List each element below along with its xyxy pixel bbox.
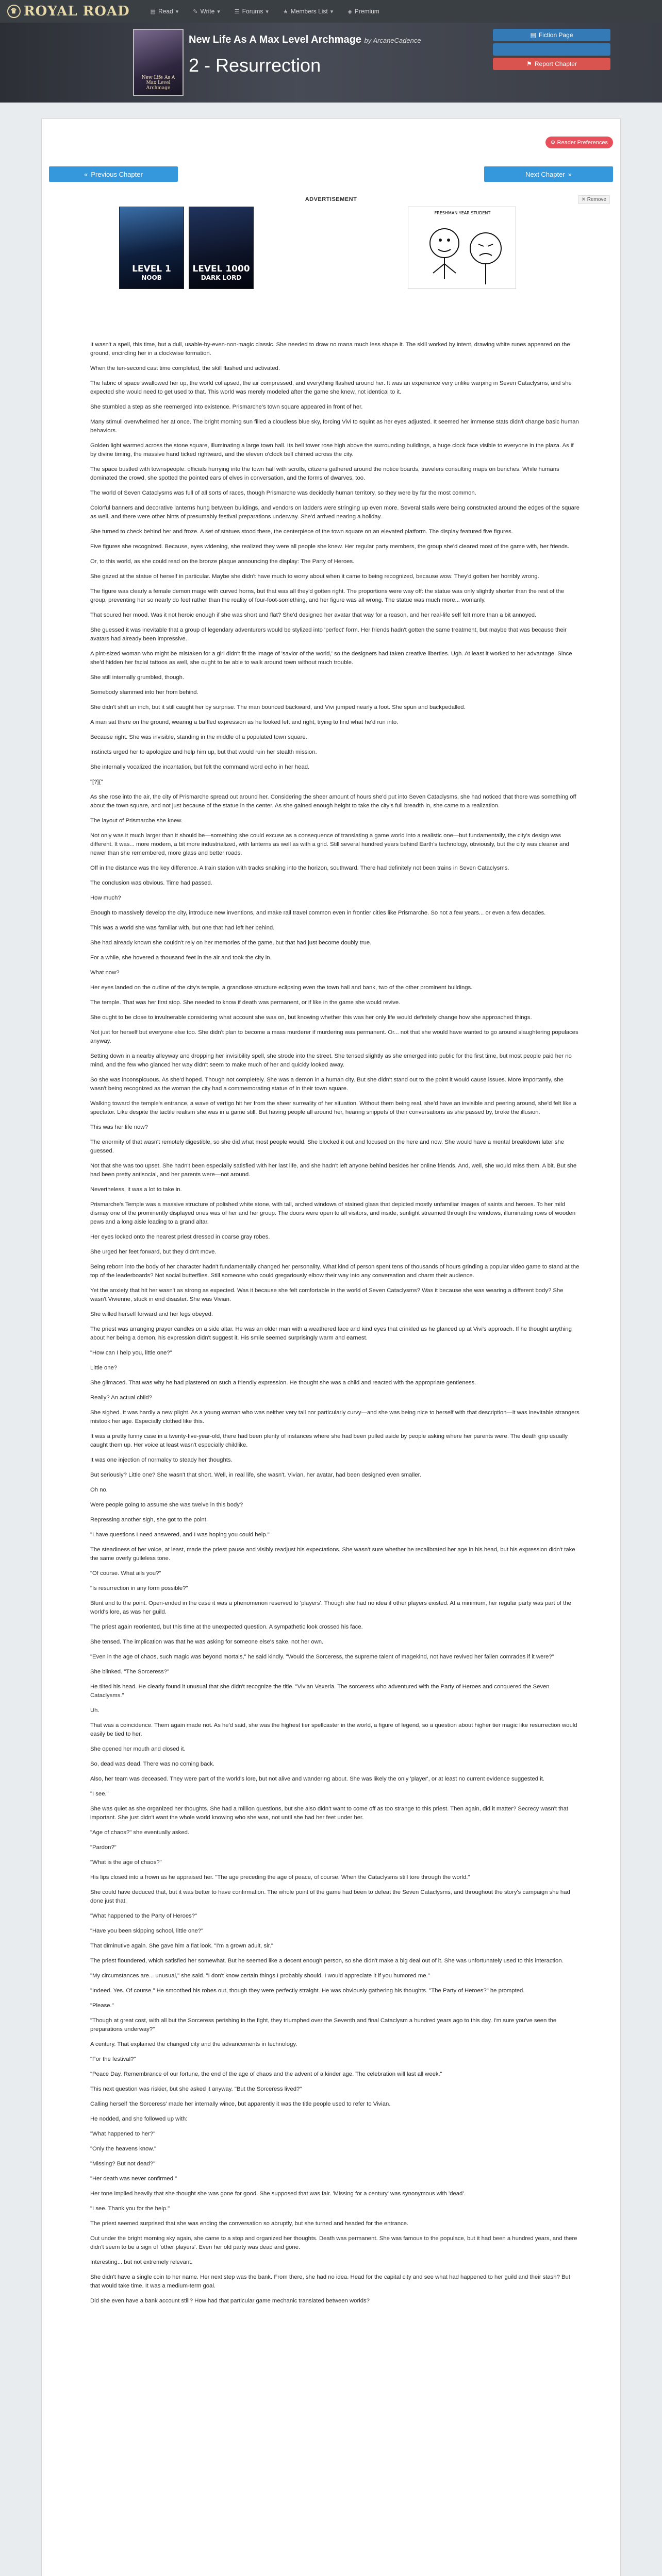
forum-icon: ☰ bbox=[234, 8, 240, 15]
chapter-paragraph: A man sat there on the ground, wearing a baffled expression as he looked left and right, trying to find what he'd run into. bbox=[90, 719, 399, 725]
chapter-paragraph: Really? An actual child? bbox=[90, 1395, 152, 1401]
chapter-paragraph: This was a world she was familiar with, but one that had left her behind. bbox=[90, 925, 275, 931]
previous-chapter-button[interactable] bbox=[49, 166, 178, 182]
nav-write[interactable] bbox=[193, 8, 220, 15]
crown-icon: ♛ bbox=[7, 5, 21, 18]
chapter-paragraph: Little one? bbox=[90, 1365, 118, 1371]
gift-icon: ◈ bbox=[347, 8, 352, 15]
chapter-paragraph: Uh. bbox=[90, 1707, 100, 1714]
ad-meme-image[interactable] bbox=[408, 207, 516, 289]
chapter-paragraph: She gazed at the statue of herself in particular. Maybe she didn't have much to worry about when it came to being recognized, because wow. They'd gotten her horribly wrong. bbox=[90, 573, 539, 580]
chapter-paragraph: The priest was arranging prayer candles on a side altar. He was an older man with a weathered face and kind eyes that crinkled as he glanced up at Vivi's approach. If he thought anything about her being a demon, his expression didn't suggest it. His smile seemed surprisingly warm and earnest. bbox=[90, 1326, 572, 1341]
chapter-paragraph: She sighed. It was hardly a new plight. As a young woman who was neither very tall nor particularly curvy—and she was being nice to herself with that description—it was inevitable strangers mistook her age. Especially clothed like this. bbox=[90, 1410, 580, 1425]
chapter-paragraph: "Have you been skipping school, little one?" bbox=[90, 1928, 204, 1934]
chapter-paragraph: Her eyes landed on the outline of the city's temple, a grandiose structure eclipsing even the town hall and bank, two of the other prominent buildings. bbox=[90, 985, 473, 991]
chapter-paragraph: It was one injection of normalcy to steady her thoughts. bbox=[90, 1457, 233, 1463]
nav-label: Read bbox=[158, 8, 173, 15]
nav-forums[interactable] bbox=[235, 8, 269, 15]
chapter-paragraph: Golden light warmed across the stone square, illuminating a large town hall. Its bell tower rose high above the surrounding buildings, a huge clock face visible to everyone in the plaza. As if by divine timing, the massive hand ticked rightward, and the eleven o'clock bell chimed across the city. bbox=[90, 443, 574, 457]
author-link[interactable]: by ArcaneCadence bbox=[364, 37, 421, 44]
chapter-paragraph: The conclusion was obvious. Time had passed. bbox=[90, 880, 212, 886]
chapter-paragraph: The fabric of space swallowed her up, the world collapsed, the air compressed, and everything flashed around her. It was an experience very unlike warping in Seven Cataclysms, and she expected she would need to get used to that. This world was merely modeled after the game she knew, not identical to it. bbox=[90, 380, 572, 395]
chevron-down-icon: ▾ bbox=[217, 8, 220, 15]
chapter-paragraph: Five figures she recognized. Because, eyes widening, she realized they were all people she knew. Her regular party members, the group she'd cleared most of the game with, her friends. bbox=[90, 544, 569, 550]
chapter-paragraph: A century. That explained the changed city and the advancements in technology. bbox=[90, 2041, 297, 2047]
chapter-title: 2 - Resurrection bbox=[189, 55, 321, 76]
chapter-paragraph: Yet the anxiety that hit her wasn't as strong as expected. Was it because she felt comfortable in the world of Seven Cataclysms? Was it because she was wearing a different body? She wasn't Vivienne, stuck in end disaster. She was Vivian. bbox=[90, 1287, 564, 1302]
chapter-paragraph: A pint-sized woman who might be mistaken for a girl didn't fit the image of 'savior of the world,' so the designers had taken creative liberties. Ugh. At least it worked to her advantage. Since she'd hidden her facial tattoos as well, she ought to be able to walk around town without much trouble. bbox=[90, 651, 572, 666]
remove-ad-button[interactable] bbox=[578, 195, 610, 204]
ad-text: NOOB bbox=[141, 274, 162, 281]
chapter-paragraph: Walking toward the temple's entrance, a wave of vertigo hit her from the sheer surreality of her situation. Without them being real, she'd have an invisible and peering around, she'd felt like a spectator. Like despite the tactile realism she was in a game still. But having people all around her, hearing snippets of their conversations as she passed by, broke the illusion. bbox=[90, 1100, 576, 1115]
chapter-paragraph: "What happened to her?" bbox=[90, 2131, 156, 2137]
chapter-paragraph: The priest seemed surprised that she was ending the conversation so abruptly, but she turned and headed for the entrance. bbox=[90, 2221, 409, 2227]
ad-text: LEVEL 1000 bbox=[192, 264, 250, 274]
chevron-right-icon: » bbox=[568, 170, 572, 178]
chapter-paragraph: Not that she was too upset. She hadn't been especially satisfied with her last life, and she hadn't left anyone behind besides her online friends. And, well, she would miss them. A bit. But she had been pretty antisocial, and her parents were—not around. bbox=[90, 1163, 577, 1178]
chapter-paragraph: This was her life now? bbox=[90, 1124, 148, 1130]
chapter-paragraph: Oh no. bbox=[90, 1487, 108, 1493]
chapter-paragraph: It was a pretty funny case in a twenty-five-year-old, there had been plenty of instances where she had been pulled aside by people asking where her parents were. The death grip usually caught them up. Her voice at least wasn't especially childlike. bbox=[90, 1433, 568, 1448]
chapter-paragraph: "I see." bbox=[90, 1791, 109, 1797]
logo-text: ROYAL ROAD bbox=[24, 4, 130, 19]
fiction-title[interactable] bbox=[189, 34, 421, 46]
chapter-paragraph: That was a coincidence. Them again made not. As he'd said, she was the highest tier spellcaster in the world, a figure of legend, so a question about higher tier magic like resurrection would easily be tied to her. bbox=[90, 1722, 577, 1737]
chapter-paragraph: How much? bbox=[90, 895, 121, 901]
chapter-header bbox=[0, 23, 662, 103]
chapter-paragraph: She internally vocalized the incantation, but felt the command word echo in her head. bbox=[90, 764, 310, 770]
chapter-paragraph: When the ten-second cast time completed, the skill flashed and activated. bbox=[90, 365, 280, 371]
chapter-paragraph: She opened her mouth and closed it. bbox=[90, 1746, 186, 1752]
chapter-paragraph: She willed herself forward and her legs obeyed. bbox=[90, 1311, 213, 1317]
reader-preferences-button[interactable] bbox=[545, 137, 613, 148]
chapter-paragraph: "For the festival?" bbox=[90, 2056, 136, 2062]
chapter-paragraph: Calling herself 'the Sorceress' made her internally wince, but apparently it was the title people used to refer to Vivian. bbox=[90, 2101, 391, 2107]
chapter-paragraph: Did she even have a bank account still? How had that particular game mechanic translated between worlds? bbox=[90, 2298, 370, 2304]
chapter-paragraph: Her eyes locked onto the nearest priest dressed in coarse gray robes. bbox=[90, 1234, 270, 1240]
chapter-paragraph: Nevertheless, it was a lot to take in. bbox=[90, 1187, 182, 1193]
chapter-paragraph: Being reborn into the body of her character hadn't fundamentally changed her personality. What kind of person spent tens of thousands of hours grinding a popular video game to stand at the top of the leaderboards? Not social butterflies. Still someone who could gregariously elbow their way into any conversation and charm their audience. bbox=[90, 1264, 580, 1279]
chapter-paragraph: The enormity of that wasn't remotely digestible, so she did what most people would. She blocked it out and focused on the here and now. She would have a mental breakdown later she guessed. bbox=[90, 1139, 565, 1154]
chapter-paragraph: "How can I help you, little one?" bbox=[90, 1350, 172, 1356]
pen-icon: ✎ bbox=[193, 8, 198, 15]
chapter-paragraph: Prismarche's Temple was a massive structure of polished white stone, with tall, arched windows of stained glass that depicted mostly unfamiliar images of saints and heroes. To her mild dismay one of the prominently displayed ones was of her and her group. The doors were open to all visitors, and inside, sunlight streamed through the windows, illuminating rows of wooden pews and a long aisle leading to a grand altar. bbox=[90, 1201, 576, 1225]
fiction-cover-image[interactable] bbox=[133, 29, 184, 96]
chapter-paragraph: That diminutive again. She gave him a flat look. "I'm a grown adult, sir." bbox=[90, 1943, 273, 1949]
top-navbar bbox=[0, 0, 662, 23]
chapter-paragraph: Out under the bright morning sky again, she came to a stop and organized her thoughts. Death was permanent. She was famous to the populace, but it had been a hundred years, and there didn't seem to be a sign of 'other players'. Even her old party was dead and gone. bbox=[90, 2235, 577, 2250]
chapter-paragraph: "Indeed. Yes. Of course." He smoothed his robes out, though they were perfectly straight. He was obviously gathering his thoughts. "The Party of Heroes?" he prompted. bbox=[90, 1988, 525, 1994]
chapter-paragraph: Instincts urged her to apologize and help him up, but that would ruin her stealth mission. bbox=[90, 749, 317, 755]
chapter-paragraph: Blunt and to the point. Open-ended in the case it was a phenomenon reserved to 'players'. Though she had no idea if other players existed. At a minimum, her regular party was part of the world's lore, as was her guild. bbox=[90, 1600, 571, 1615]
chapter-paragraph: Enough to massively develop the city, introduce new inventions, and make rail travel common even in frontier cities like Prismarche. So not a few years... or even a few decades. bbox=[90, 910, 546, 916]
chapter-paragraph: She urged her feet forward, but they didn't move. bbox=[90, 1249, 217, 1255]
button-label: Fiction Page bbox=[538, 31, 573, 39]
chapter-paragraph: It wasn't a spell, this time, but a dull, usable-by-even-non-magic classic. She needed to draw no mana much less shape it. The skill worked by intent, drawing white runes appeared on the ground, encircling her in a clockwise formation. bbox=[90, 342, 570, 357]
chapter-paragraph: The temple. That was her first stop. She needed to know if death was permanent, or if like in the game she would revive. bbox=[90, 999, 401, 1006]
ad-text: DARK LORD bbox=[201, 274, 242, 281]
chapter-paragraph: So, dead was dead. There was no coming back. bbox=[90, 1761, 214, 1767]
chapter-paragraph: She had already known she couldn't rely on her memories of the game, but that had just become doubly true. bbox=[90, 940, 372, 946]
ad-book-cover-level-1000[interactable] bbox=[189, 207, 254, 289]
chapter-paragraph: Off in the distance was the key difference. A train station with tracks snaking into the horizon, southward. There had definitely not been trains in Seven Cataclysms. bbox=[90, 865, 509, 871]
cover-title: New Life As A Max Level Archmage bbox=[141, 75, 175, 91]
chapter-paragraph: "Peace Day. Remembrance of our fortune, the end of the age of chaos and the advent of a kinder age. The celebration will last all week." bbox=[90, 2071, 442, 2077]
book-icon: ▤ bbox=[530, 31, 536, 39]
chapter-paragraph: "Age of chaos?" she eventually asked. bbox=[90, 1829, 190, 1836]
chevron-left-icon: « bbox=[84, 170, 88, 178]
chapter-paragraph: Interesting... but not extremely relevant. bbox=[90, 2259, 193, 2265]
close-icon: ✕ bbox=[581, 197, 587, 202]
chapter-paragraph: The layout of Prismarche she knew. bbox=[90, 818, 183, 824]
chapter-paragraph: "Please." bbox=[90, 2003, 114, 2009]
chapter-paragraph: "Though at great cost, with all but the Sorceress perishing in the fight, they triumphed over the Seventh and final Cataclysm a hundred years ago to this day. I'm sure you've seen the preparations underway?" bbox=[90, 2018, 557, 2032]
chapter-paragraph: The priest floundered, which satisfied her somewhat. But he seemed like a decent enough person, so she didn't make a big deal out of it. She was unfortunately used to this interaction. bbox=[90, 1958, 564, 1964]
chapter-paragraph: She guessed it was inevitable that a group of legendary adventurers would be stylized into 'perfect' form. Her friends hadn't gotten the same treatment, but maybe that was because their avatars had already been impressive. bbox=[90, 627, 567, 642]
chapter-paragraph: He tilted his head. He clearly found it unusual that she didn't recognize the title. "Vivian Vexeria. The sorceress who adventured with the Party of Heroes and conquered the Seven Cataclysms." bbox=[90, 1684, 550, 1699]
chapter-paragraph: She tensed. The implication was that he was asking for someone else's sake, not her own. bbox=[90, 1639, 324, 1645]
meme-caption: FRESHMAN YEAR STUDENT bbox=[434, 211, 491, 215]
nav-members[interactable] bbox=[283, 8, 333, 15]
chapter-paragraph: The priest again reoriented, but this time at the unexpected question. A sympathetic look crossed his face. bbox=[90, 1624, 363, 1630]
nav-label: Premium bbox=[354, 8, 379, 15]
report-chapter-button[interactable] bbox=[493, 58, 610, 70]
button-label: Reader Preferences bbox=[557, 140, 608, 146]
advertisement-top[interactable] bbox=[119, 207, 547, 335]
chapter-paragraph: "Is resurrection in any form possible?" bbox=[90, 1585, 188, 1591]
chapter-paragraph: Not only was it much larger than it should be—something she could excuse as a consequence of translating a game world into a realistic one—but fundamentally, the city's design was different. It was... more modern, a bit more industrialized, with lanterns as well as with a grid. Still several hundred years behind Earth's technology, obviously, but the city was cleaner and newer than she remembered, more glass and better roads. bbox=[90, 833, 569, 856]
chapter-paragraph: She glimaced. That was why he had plastered on such a friendly expression. He thought she was a child and reacted with the appropriate gentleness. bbox=[90, 1380, 476, 1386]
chapter-paragraph: "Her death was never confirmed." bbox=[90, 2176, 177, 2182]
nav-label: Write bbox=[200, 8, 215, 15]
chapter-paragraph: She stumbled a step as she reemerged into existence. Prismarche's town square appeared in front of her. bbox=[90, 404, 363, 410]
fiction-title-text: New Life As A Max Level Archmage bbox=[189, 34, 361, 45]
chapter-paragraph: She could have deduced that, but it was better to have confirmation. The whole point of the game had been to defeat the Seven Cataclysms, and throughout the story's campaign she had done just that. bbox=[90, 1889, 570, 1904]
button-label: Next Chapter bbox=[525, 170, 565, 178]
chapter-paragraph: "What happened to the Party of Heroes?" bbox=[90, 1913, 197, 1919]
chapter-paragraph: She didn't have a single coin to her name. Her next step was the bank. From there, she had no idea. Head for the capital city and see what had happened to her guild and their stash? But that would take time. It was a medium-term goal. bbox=[90, 2274, 570, 2289]
nav-label: Members List bbox=[290, 8, 328, 15]
button-label: Report Chapter bbox=[534, 60, 577, 67]
chapter-paragraph: Many stimuli overwhelmed her at once. The bright morning sun filled a cloudless blue sky, forcing Vivi to squint as her eyes adjusted. It seemed her immense stats didn't change basic human behaviors. bbox=[90, 419, 579, 434]
chapter-paragraph: That soured her mood. Was it not heroic enough if she was short and flat? She'd designed her avatar that way for a reason, and her real-life self felt more than a bit annoyed. bbox=[90, 612, 537, 618]
chapter-paragraph: But seriously? Little one? She wasn't that short. Well, in real life, she wasn't. Vivian, her avatar, had been designed even smaller. bbox=[90, 1472, 421, 1478]
button-label: Previous Chapter bbox=[91, 170, 143, 178]
chevron-down-icon: ▾ bbox=[175, 8, 179, 15]
chapter-paragraph: She didn't shift an inch, but it still caught her by surprise. The man bounced backward, and Vivi jumped nearly a foot. She spun and backpedalled. bbox=[90, 704, 466, 710]
chapter-paragraph: Or, to this world, as she could read on the bronze plaque announcing the display: The Party of Heroes. bbox=[90, 558, 355, 565]
chevron-down-icon: ▾ bbox=[266, 8, 269, 15]
chapter-paragraph: "I see. Thank you for the help." bbox=[90, 2206, 170, 2212]
chapter-paragraph: She still internally grumbled, though. bbox=[90, 674, 185, 681]
chapter-paragraph: "What is the age of chaos?" bbox=[90, 1859, 162, 1866]
chapter-paragraph: "I have questions I need answered, and I was hoping you could help." bbox=[90, 1532, 270, 1538]
chapter-paragraph: She turned to check behind her and froze. A set of statues stood there, the centerpiece of the town square on an elevated platform. The display featured five figures. bbox=[90, 529, 513, 535]
nav-premium[interactable] bbox=[347, 8, 379, 15]
chapter-paragraph: "Of course. What ails you?" bbox=[90, 1570, 161, 1577]
gear-icon: ⚙ bbox=[550, 140, 557, 146]
chapter-paragraph: What now? bbox=[90, 970, 120, 976]
nav-read[interactable] bbox=[151, 8, 179, 15]
ad-book-cover-level-1[interactable] bbox=[119, 207, 184, 289]
chapter-paragraph: "Only the heavens know." bbox=[90, 2146, 156, 2152]
next-chapter-button[interactable] bbox=[484, 166, 613, 182]
chapter-paragraph: She was quiet as she organized her thoughts. She had a million questions, but she also didn't want to come off as too strange to this priest. Then again, did it matter? Secrecy wasn't that important. She just didn't want the whole world knowing who she was, not until she had her feet under her. bbox=[90, 1806, 569, 1821]
chapter-paragraph: The world of Seven Cataclysms was full of all sorts of races, though Prismarche was decidedly human territory, so they were by far the most common. bbox=[90, 490, 476, 496]
chapter-paragraph: Were people going to assume she was twelve in this body? bbox=[90, 1502, 243, 1508]
chapter-paragraph: Not just for herself but everyone else too. She didn't plan to become a mass murderer if murdering was permanent. Or... not that she would have wanted to go around slaughtering populaces anyway. bbox=[90, 1029, 578, 1044]
chapter-paragraph: As she rose into the air, the city of Prismarche spread out around her. Considering the sheer amount of hours she'd put into Seven Cataclysms, she had noticed that there was something off about the town square, and not just because of the statue in the center. As she gained enough height to take the city's full breadth in, she came to a realization. bbox=[90, 794, 576, 809]
chapter-paragraph: So she was inconspicuous. As she'd hoped. Though not completely. She was a demon in a human city. But she didn't stand out to the point it would cause issues. More importantly, she wasn't being recognized as the woman the city had a commemorating statue of in their town square. bbox=[90, 1077, 564, 1092]
chapter-paragraph: Because right. She was invisible, standing in the middle of a populated town square. bbox=[90, 734, 307, 740]
royal-road-logo[interactable] bbox=[7, 4, 130, 19]
nav-label: Forums bbox=[242, 8, 263, 15]
chapter-paragraph: "Pardon?" bbox=[90, 1844, 117, 1851]
flag-icon: ⚑ bbox=[526, 60, 532, 67]
chapter-paragraph: She ought to be close to invulnerable considering what account she was on, but knowing whether this was her only life would definitely change how she approached things. bbox=[90, 1014, 532, 1021]
chapter-paragraph: The figure was clearly a female demon mage with curved horns, but that was all they'd gotten right. The proportions were way off: the statue was only slightly shorter than the rest of the group, preventing her so nearly do feet rather than the reality of four-foot-something, and her figure was all wrong. The statue was much more... womanly. bbox=[90, 588, 565, 603]
chapter-paragraph: His lips closed into a frown as he appraised her. "The age preceding the age of peace, of course. When the Cataclysms still tore through the world." bbox=[90, 1874, 470, 1880]
chevron-down-icon: ▾ bbox=[330, 8, 334, 15]
chapter-paragraph: "Even in the age of chaos, such magic was beyond mortals," he said kindly. "Would the Sorceress, the supreme talent of magekind, not have revived her fallen comrades if it were?" bbox=[90, 1654, 554, 1660]
ad-text: LEVEL 1 bbox=[132, 264, 171, 274]
book-icon: ▤ bbox=[150, 8, 156, 15]
chapter-paragraph: She blinked. "The Sorceress?" bbox=[90, 1669, 170, 1675]
chapter-paragraph: The steadiness of her voice, at least, made the priest pause and visibly readjust his expectations. She wasn't sure whether he recalibrated her age in his head, but his expression didn't take the same overly guileless tone. bbox=[90, 1547, 575, 1562]
chapter-paragraph: For a while, she hovered a thousand feet in the air and took the city in. bbox=[90, 955, 272, 961]
advertisement-label: ADVERTISEMENT bbox=[305, 196, 357, 202]
chapter-text bbox=[90, 341, 621, 2312]
chapter-paragraph: Repressing another sigh, she got to the point. bbox=[90, 1517, 208, 1523]
chapter-paragraph: Setting down in a nearby alleyway and dropping her invisibility spell, she strode into the street. She tensed slightly as she emerged into public for the first time, but most people paid her no mind, and the few who glanced her way didn't seem to make much of her and quickly looked away. bbox=[90, 1053, 572, 1068]
chapter-paragraph: "My circumstances are... unusual," she said. "I don't know certain things I probably should. I would appreciate it if you humored me." bbox=[90, 1973, 430, 1979]
chapter-paragraph: Her tone implied heavily that she thought she was gone for good. She supposed that was fair. 'Missing for a century' was synonymous with 'dead'. bbox=[90, 2191, 466, 2197]
meme-drawing bbox=[408, 207, 517, 290]
chapter-paragraph: Somebody slammed into her from behind. bbox=[90, 689, 198, 696]
button-label: Remove bbox=[587, 197, 606, 202]
blank-action-button[interactable] bbox=[493, 43, 610, 56]
chapter-paragraph: He nodded, and she followed up with: bbox=[90, 2116, 188, 2122]
chapter-paragraph: Also, her team was deceased. They were part of the world's lore, but not alive and wandering about. She was likely the only 'player', or at least no current evidence suggested it. bbox=[90, 1776, 545, 1782]
fiction-page-button[interactable] bbox=[493, 29, 610, 41]
chapter-paragraph: This next question was riskier, but she asked it anyway. "But the Sorceress lived?" bbox=[90, 2086, 302, 2092]
chapter-paragraph: "Missing? But not dead?" bbox=[90, 2161, 156, 2167]
chapter-paragraph: "[?]{" bbox=[90, 779, 103, 785]
chapter-paragraph: Colorful banners and decorative lanterns hung between buildings, and vendors on ladders were stringing up even more. Several stalls were being constructed around the edges of the square as well, and there were other hints of presumably festival preparations underway. She'd arrived nearing a holiday. bbox=[90, 505, 580, 520]
chapter-paragraph: The space bustled with townspeople: officials hurrying into the town hall with scrolls, citizens gathered around the notice boards, travelers consulting maps on benches. While humans dominated the crowd, she spotted the pointed ears of elves in conversation, and the forms of dwarves, too. bbox=[90, 466, 559, 481]
star-icon: ★ bbox=[283, 8, 288, 15]
chapter-content-card bbox=[41, 118, 621, 2576]
